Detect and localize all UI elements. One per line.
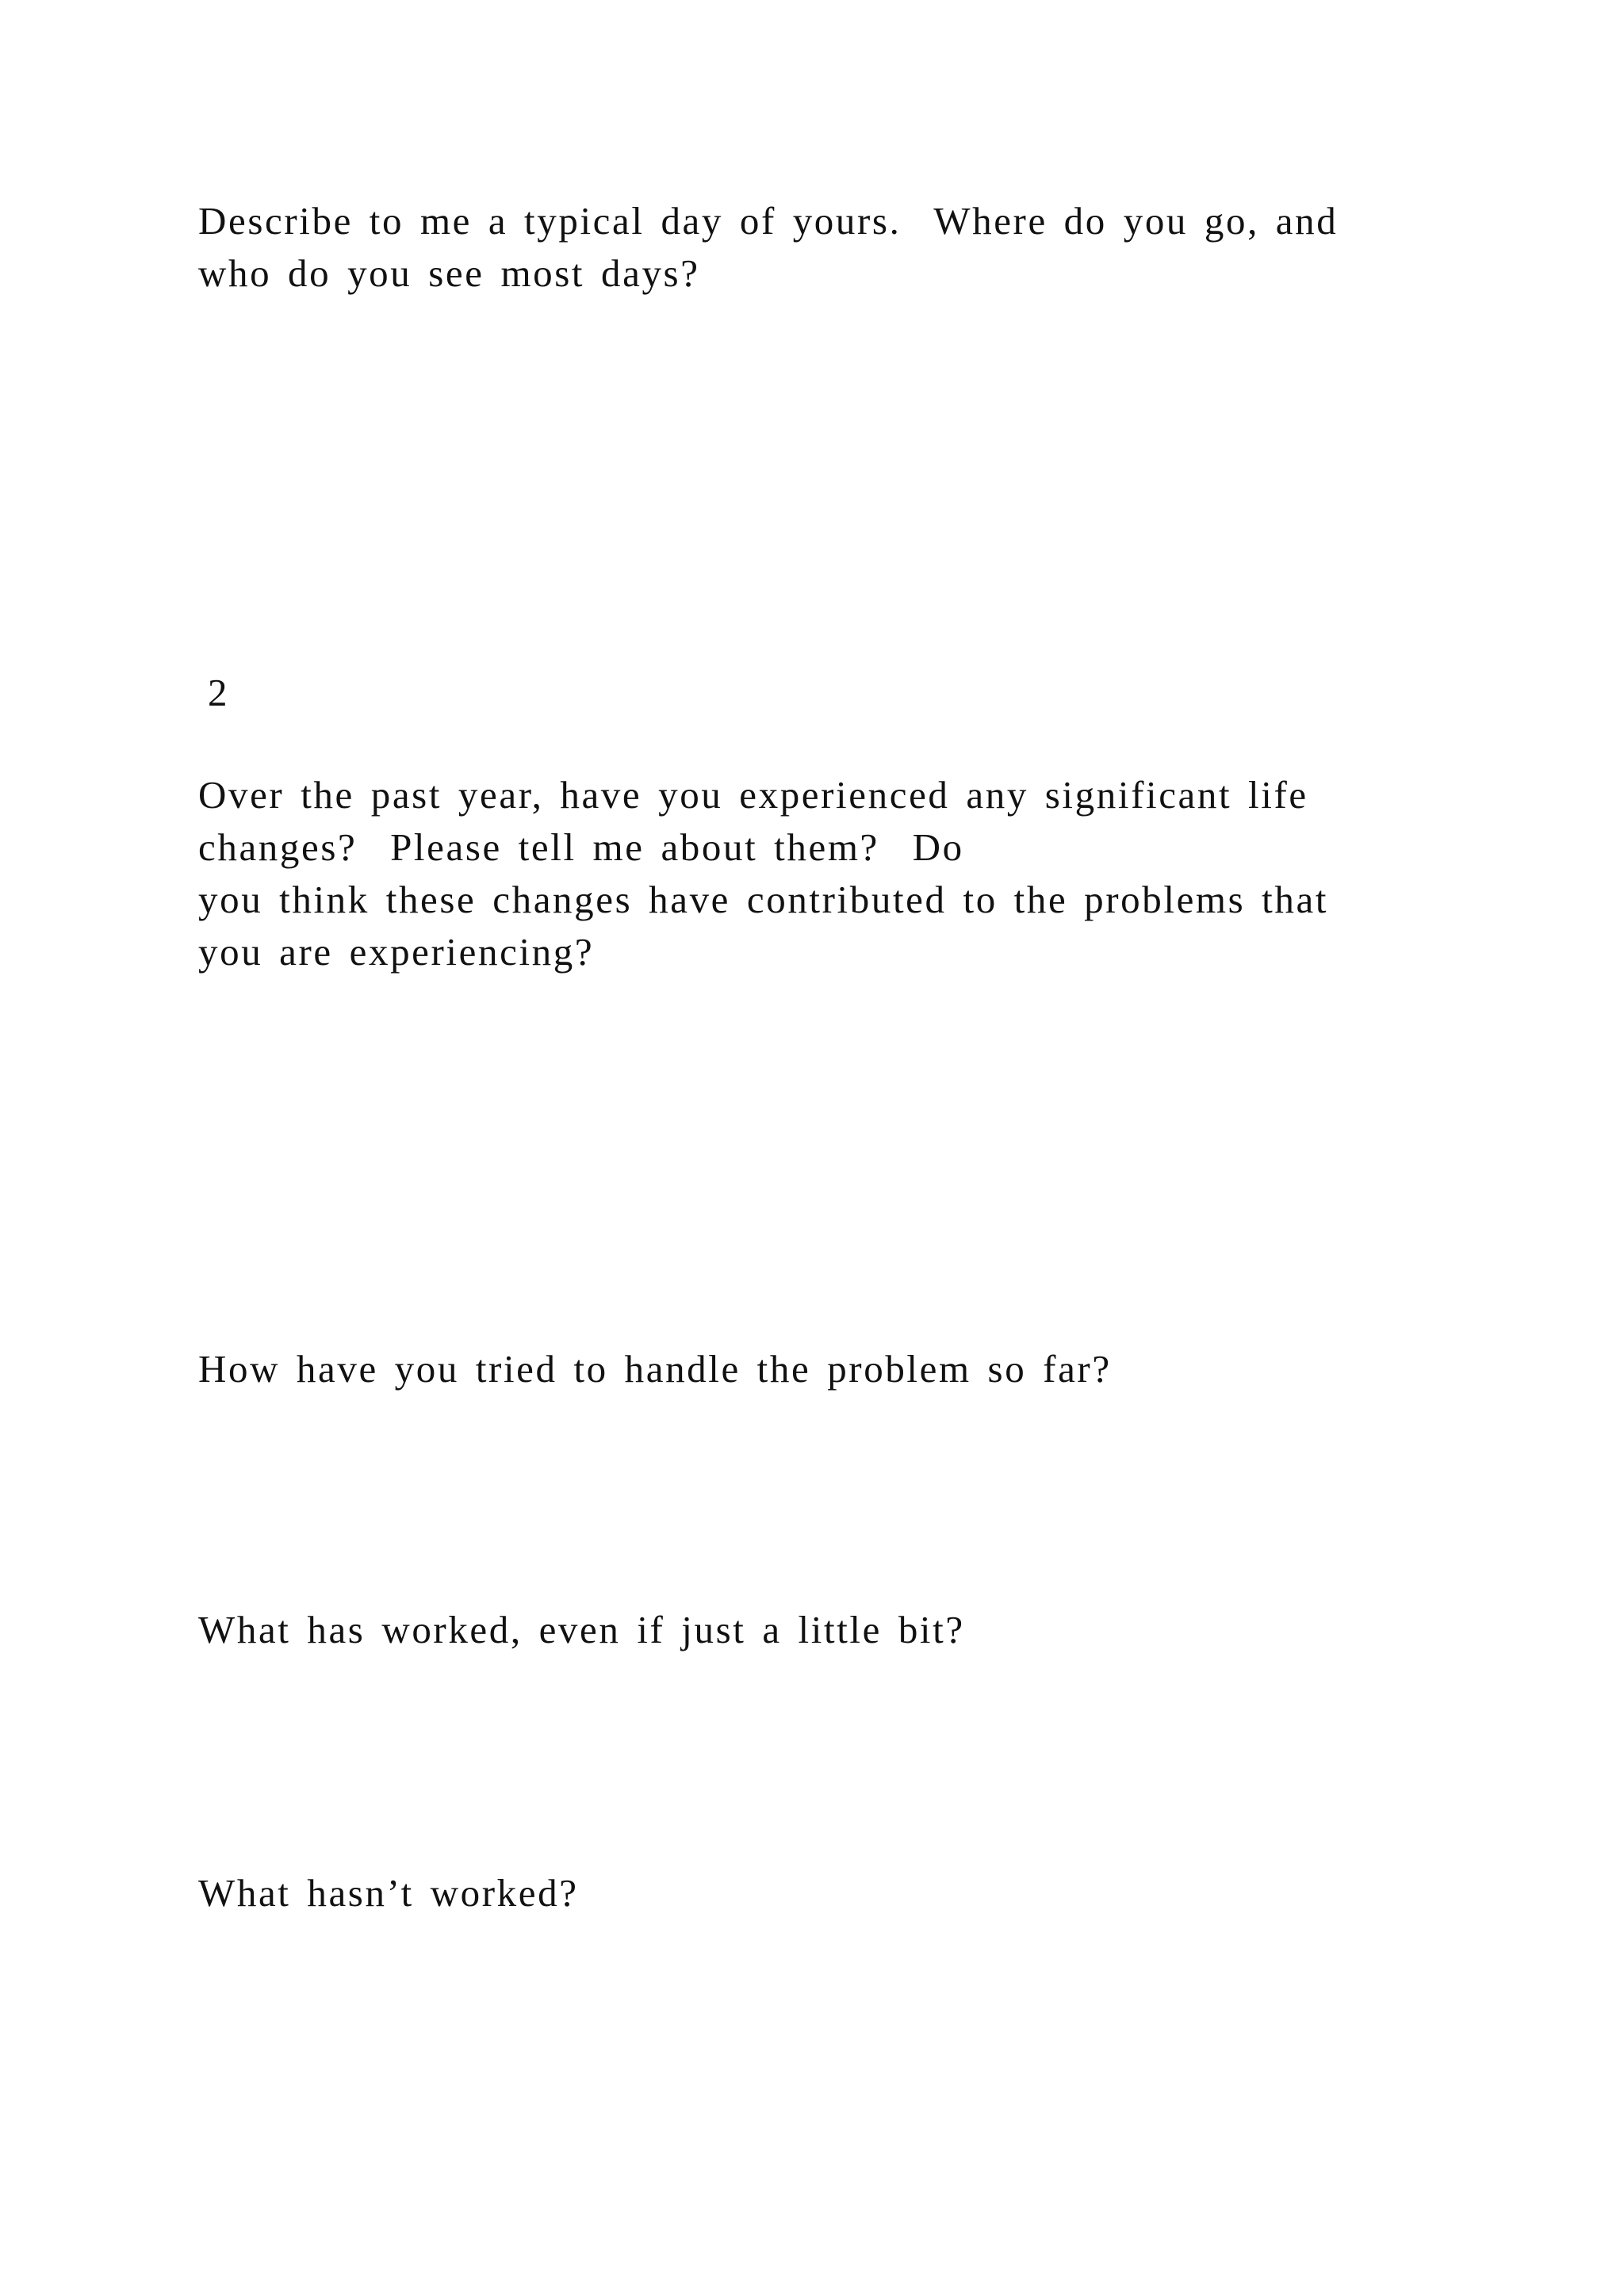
- question-line: you think these changes have contributed to the problems that: [198, 878, 1329, 921]
- question-line: Describe to me a typical day of yours. Where do you go, and: [198, 199, 1339, 243]
- question-life-changes: [198, 769, 1507, 978]
- question-handled-so-far: [198, 1343, 1507, 1395]
- question-line: What hasn’t worked?: [198, 1871, 579, 1915]
- question-line: you are experiencing?: [198, 930, 595, 974]
- page-number-text: 2: [208, 671, 230, 714]
- question-line: What has worked, even if just a little bit?: [198, 1608, 965, 1651]
- question-what-not-worked: [198, 1867, 1507, 1919]
- question-line: How have you tried to handle the problem so far?: [198, 1347, 1112, 1391]
- question-line: Over the past year, have you experienced any significant life: [198, 773, 1308, 817]
- question-what-worked: [198, 1604, 1507, 1656]
- question-line: changes? Please tell me about them? Do: [198, 825, 964, 869]
- question-line: who do you see most days?: [198, 251, 700, 295]
- page-number: [208, 667, 1516, 719]
- question-typical-day: [198, 195, 1507, 300]
